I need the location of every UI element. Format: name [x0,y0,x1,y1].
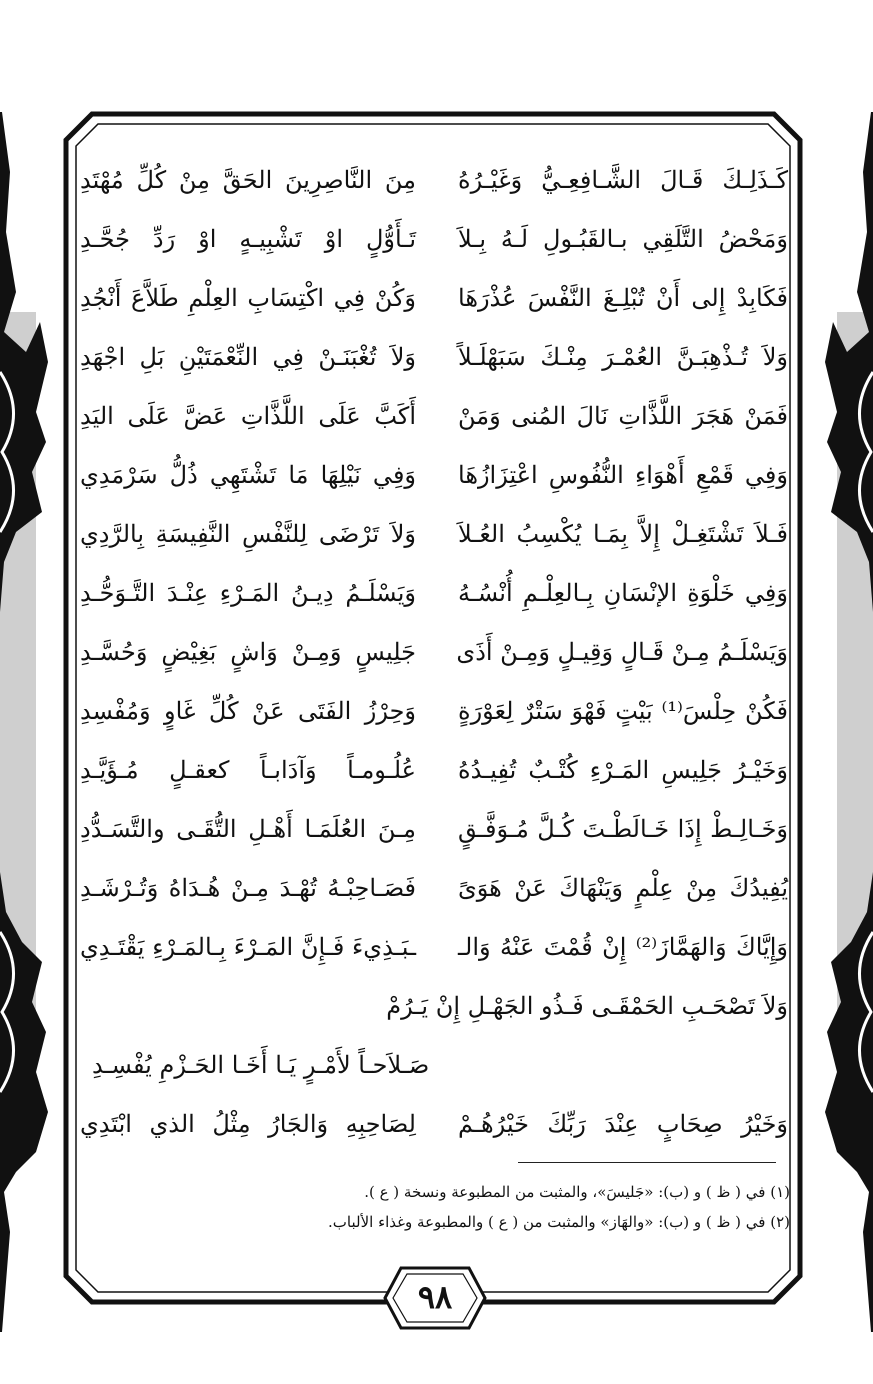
verse-line [80,799,788,858]
verse-line [80,504,788,563]
verse-line [80,445,788,504]
footnotes [120,1177,790,1237]
verse-line [80,150,788,209]
second-hemistich: وَلاَ تُغْبَنَـنْ فِي النِّعْمَتَيْنِ بَلِ اجْهَدِ [80,342,416,371]
second-hemistich: مِنَ النَّاصِرِينَ الحَقَّ مِنْ كُلِّ مُهْتَدِ [80,165,416,194]
second-hemistich: عُلُـومـاً وَآدَابـاً كعقـلٍ مُـؤَيَّـدِ [80,755,416,784]
verse-line [80,681,788,740]
verse-line-split-second [80,1035,788,1094]
first-hemistich: وَخَـالِـطْ إِذَا خَـالَطْـتَ كُـلَّ مُـوَفَّـقٍ [458,814,788,843]
verse-line [80,563,788,622]
second-hemistich: فَصَـاحِبْـهُ تُهْـدَ مِـنْ هُـدَاهُ وَتُـرْشَـدِ [80,873,416,902]
verse-line [80,1094,788,1153]
second-hemistich: وَلاَ تَرْضَى لِلنَّفْسِ النَّفِيسَةِ بِالرَّدِي [80,519,416,548]
first-hemistich: فَـلاَ تَشْتَغِـلْ إِلاَّ بِمَـا يُكْسِبُ العُـلاَ [458,519,788,548]
page-number: ٩٨ [417,1278,453,1316]
first-hemistich: فَكُنْ حِلْسَ⁽¹⁾ بَيْتٍ فَهْوَ سَتْرٌ لِعَوْرَةٍ [458,696,788,725]
first-hemistich: وَخَيْـرُ جَلِيسِ المَـرْءِ كُتْـبٌ تُفِيـدُهُ [458,755,788,784]
first-hemistich: وَإِيَّاكَ وَالهَمَّازَ⁽²⁾ إِنْ قُمْتَ عَنْهُ وَالـ [458,932,788,961]
first-hemistich: وَلاَ تُـذْهِبَـنَّ العُمْـرَ مِنْـكَ سَبَهْلَـلاً [458,342,788,371]
footnote-separator [518,1162,776,1163]
second-hemistich: لِصَاحِبِهِ وَالجَارُ مِثْلُ الذي ابْتَدِي [80,1109,416,1138]
first-hemistich: كَـذَلِـكَ قَـالَ الشَّـافِعِـيُّ وَغَيْـرُهُ [458,165,788,194]
verse-line [80,268,788,327]
verse-line [80,858,788,917]
second-hemistich: وَيَسْلَـمُ دِيـنُ المَـرْءِ عِنْـدَ التَّـوَحُّـدِ [80,578,416,607]
first-hemistich: وَخَيْرُ صِحَابٍ عِنْدَ رَبِّكَ خَيْرُهُـمْ [458,1109,788,1138]
verse-line [80,740,788,799]
second-hemistich: مِـنَ العُلَمَـا أَهْـلِ التُّقَـى والتَّسَـدُّدِ [80,814,416,843]
split-second-hemistich: صَـلاَحـاً لأَمْـرٍ يَـا أَخَـا الحَـزْمِ يُفْسِـدِ [92,1050,430,1079]
second-hemistich: ـبَـذِيءَ فَـإِنَّ المَـرْءَ بِـالمَـرْءِ يَقْتَـدِي [80,932,416,961]
first-hemistich: وَفِي قَمْعِ أَهْوَاءِ النُّفُوسِ اعْتِزَازُهَا [458,460,788,489]
first-hemistich: فَكَابِدْ إِلى أَنْ تُبْلِـغَ النَّفْسَ عُذْرَهَا [458,283,788,312]
verse-line [80,386,788,445]
page-number-badge [381,1262,489,1334]
first-hemistich: يُفِيدُكَ مِنْ عِلْمٍ وَيَنْهَاكَ عَنْ هَوَىً [458,873,788,902]
verse-line [80,209,788,268]
footnote-1: (١) في ( ظ ) و (ب): «جَليسَ»، والمثبت من المطبوعة ونسخة ( ع ). [364,1183,790,1201]
left-border-ornament [0,112,58,1332]
first-hemistich: وَفِي خَلْوَةِ الإنْسَانِ بِـالعِلْـمِ أُنْسُـهُ [458,578,788,607]
verse-line-split-first [80,976,788,1035]
second-hemistich: أَكَبَّ عَلَى اللَّذَّاتِ عَضَّ عَلَى اليَدِ [80,401,416,430]
second-hemistich: وَكُنْ فِي اكْتِسَابِ العِلْمِ طَلاَّعَ أَنْجُدِ [80,283,416,312]
first-hemistich: وَيَسْلَـمُ مِـنْ قَـالٍ وَقِيـلٍ وَمِـنْ أَذَى [456,637,788,666]
first-hemistich: وَمَحْضُ التَّلَقِي بـالقَبُـولِ لَـهُ بِـلاَ [458,224,788,253]
second-hemistich: وَحِرْزُ الفَتَى عَنْ كُلِّ غَاوٍ وَمُفْسِدِ [80,696,416,725]
footnote-2: (٢) في ( ظ ) و (ب): «والهَاز» والمثبت من ( ع ) والمطبوعة وغذاء الألباب. [328,1213,790,1231]
second-hemistich: تَـأَوُّلٍ اوْ تَشْبِيـهٍ اوْ رَدِّ جُحَّـدِ [80,224,416,253]
split-first-hemistich: وَلاَ تَصْحَـبِ الحَمْقَـى فَـذُو الجَهْـلِ إِنْ يَـرُمْ [386,991,788,1020]
first-hemistich: فَمَنْ هَجَرَ اللَّذَّاتِ نَالَ المُنى وَمَنْ [458,401,788,430]
poem-body [80,150,788,1153]
second-hemistich: وَفِي نَيْلِهَا مَا تَشْتَهِي ذُلُّ سَرْمَدِي [80,460,416,489]
verse-line [80,622,788,681]
second-hemistich: جَلِيسٍ وَمِـنْ وَاشٍ بَغِيْضٍ وَحُسَّـدِ [80,637,416,666]
verse-line [80,917,788,976]
right-border-ornament [815,112,873,1332]
verse-line [80,327,788,386]
